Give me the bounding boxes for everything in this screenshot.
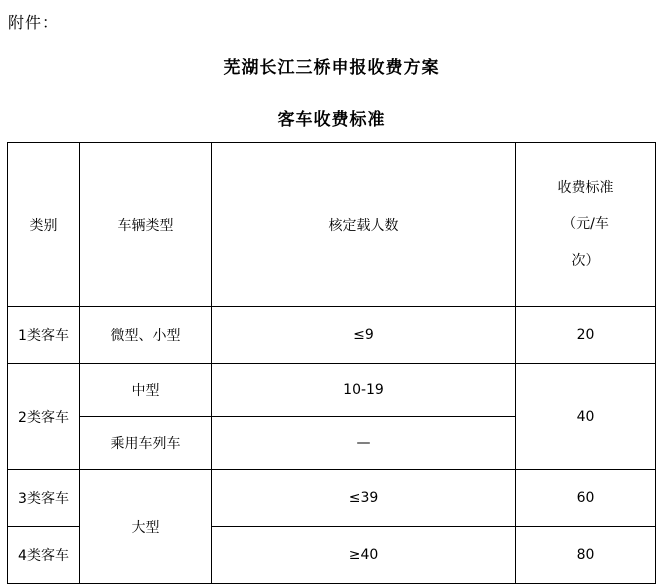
header-rated-capacity: 核定载人数: [212, 143, 516, 307]
cell-vehicle-type: 乘用车列车: [80, 417, 212, 470]
table-row: [8, 307, 656, 364]
document-subtitle: 客车收费标准: [277, 110, 386, 130]
cell-rated-capacity: ≥40: [212, 527, 516, 584]
document-title: 芜湖长江三桥申报收费方案: [223, 58, 440, 78]
cell-fee: 40: [516, 364, 656, 470]
cell-vehicle-type: 中型: [80, 364, 212, 417]
header-vehicle-type: 车辆类型: [80, 143, 212, 307]
cell-vehicle-type: 微型、小型: [80, 307, 212, 364]
header-fee-line-3: 次）: [571, 252, 600, 269]
cell-category: 2类客车: [8, 364, 80, 470]
cell-fee: 60: [516, 470, 656, 527]
header-category: 类别: [8, 143, 80, 307]
header-fee-line-2: （元/车: [562, 216, 609, 233]
cell-rated-capacity: —: [212, 417, 516, 470]
cell-category: 4类客车: [8, 527, 80, 584]
cell-vehicle-type: 大型: [80, 470, 212, 584]
cell-rated-capacity: ≤39: [212, 470, 516, 527]
fee-standard-table: [7, 142, 656, 584]
table-header-row: [8, 143, 656, 307]
cell-fee: 80: [516, 527, 656, 584]
cell-fee: 20: [516, 307, 656, 364]
attachment-label: 附件：: [8, 13, 60, 32]
table-row: [8, 470, 656, 527]
cell-rated-capacity: 10-19: [212, 364, 516, 417]
cell-category: 3类客车: [8, 470, 80, 527]
table-row: [8, 364, 656, 417]
header-fee-line-1: 收费标准: [557, 179, 614, 196]
cell-category: 1类客车: [8, 307, 80, 364]
cell-rated-capacity: ≤9: [212, 307, 516, 364]
header-fee-standard: [516, 143, 656, 307]
